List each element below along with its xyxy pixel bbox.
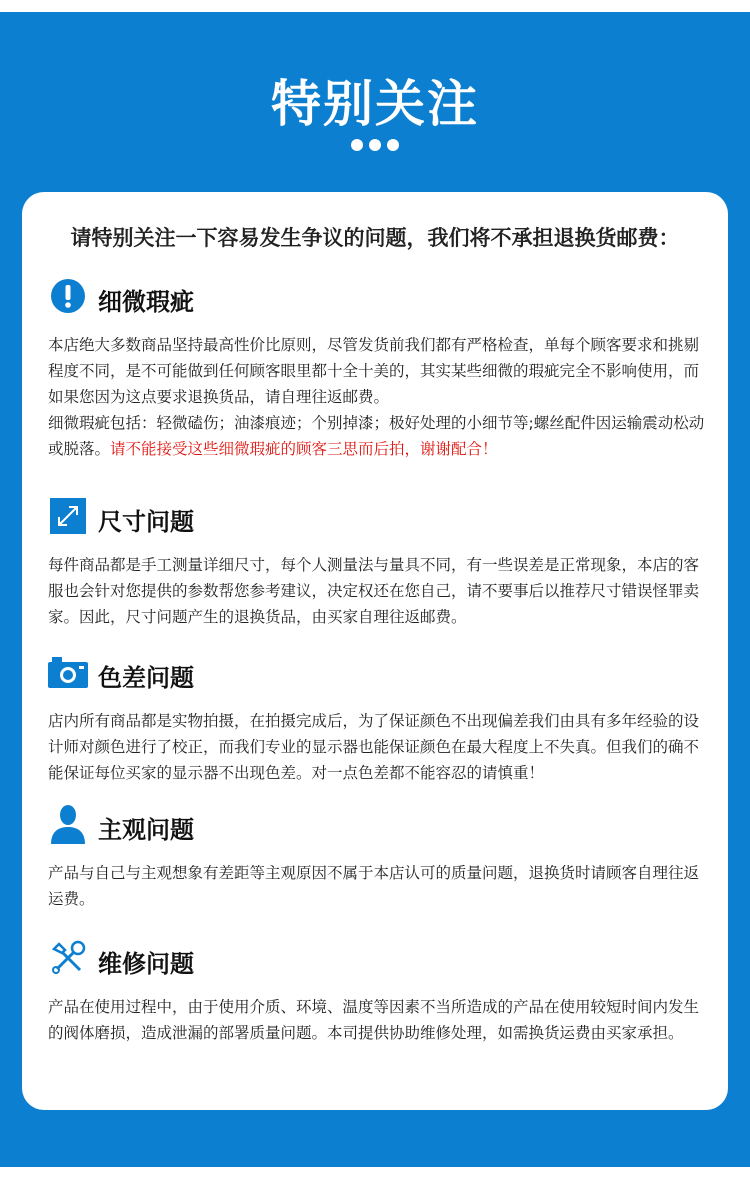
- details-text: 细微瑕疵包括：轻微磕伤；油漆痕迹；个别掉漆；极好处理的小细节等;螺丝配件因运输震动松动或脱落。: [48, 414, 705, 458]
- section-paragraph-details: [48, 410, 713, 462]
- section-subjective: [48, 806, 713, 912]
- section-body: [48, 332, 713, 462]
- page-background: [0, 12, 750, 1167]
- section-title: 色差问题: [98, 664, 194, 692]
- section-repair: [48, 940, 713, 1046]
- intro-text: 请特别关注一下容易发生争议的问题，我们将不承担退换货邮费：: [70, 226, 680, 250]
- section-header: [48, 498, 713, 538]
- warning-text: 请不能接受这些细微瑕疵的顾客三思而后拍，谢谢配合！: [110, 440, 498, 458]
- section-title: 细微瑕疵: [98, 288, 194, 316]
- exclamation-icon: [50, 278, 86, 314]
- section-title: 维修问题: [98, 950, 194, 978]
- section-size: [48, 498, 713, 630]
- section-header: [48, 654, 713, 694]
- section-body: 店内所有商品都是实物拍摄，在拍摄完成后，为了保证颜色不出现偏差我们由具有多年经验的设计师对颜色进行了校正，而我们专业的显示器也能保证颜色在最大程度上不失真。但我们的确不能保证每位买家的显示器不出现色差。对一点色差都不能容忍的请慎重！: [48, 712, 700, 782]
- section-title: 主观问题: [98, 816, 194, 844]
- resize-icon: [50, 498, 86, 534]
- section-body: 产品在使用过程中，由于使用介质、环境、温度等因素不当所造成的产品在使用较短时间内发生的阀体磨损，造成泄漏的部署质量问题。本司提供协助维修处理，如需换货运费由买家承担。: [48, 998, 700, 1042]
- tools-icon: [50, 940, 86, 976]
- section-header: [48, 278, 713, 318]
- page-title: 特别关注: [271, 75, 479, 133]
- section-color-difference: [48, 654, 713, 786]
- camera-icon: [48, 654, 88, 690]
- section-minor-flaws: [48, 278, 713, 462]
- dot: [351, 139, 363, 151]
- user-icon: [50, 804, 86, 844]
- section-body: 产品与自己与主观想象有差距等主观原因不属于本店认可的质量问题，退换货时请顾客自理往返运费。: [48, 864, 700, 908]
- section-header: [48, 940, 713, 980]
- notice-card: [22, 192, 728, 1110]
- dot: [387, 139, 399, 151]
- section-body: 每件商品都是手工测量详细尺寸，每个人测量法与量具不同，有一些误差是正常现象，本店的客服也会针对您提供的参数帮您参考建议，决定权还在您自己，请不要事后以推荐尺寸错误怪罪卖家。因此，尺寸问题产生的退换货品，由买家自理往返邮费。: [48, 556, 700, 626]
- dot: [369, 139, 381, 151]
- section-paragraph: 本店绝大多数商品坚持最高性价比原则，尽管发货前我们都有严格检查，单每个顾客要求和挑剔程度不同，是不可能做到任何顾客眼里都十全十美的，其实某些细微的瑕疵完全不影响使用，而如果您因为这点要求退换货品，请自理往返邮费。: [48, 336, 700, 406]
- section-header: [48, 806, 713, 846]
- title-dots-decoration: [0, 136, 750, 155]
- section-title: 尺寸问题: [98, 508, 194, 536]
